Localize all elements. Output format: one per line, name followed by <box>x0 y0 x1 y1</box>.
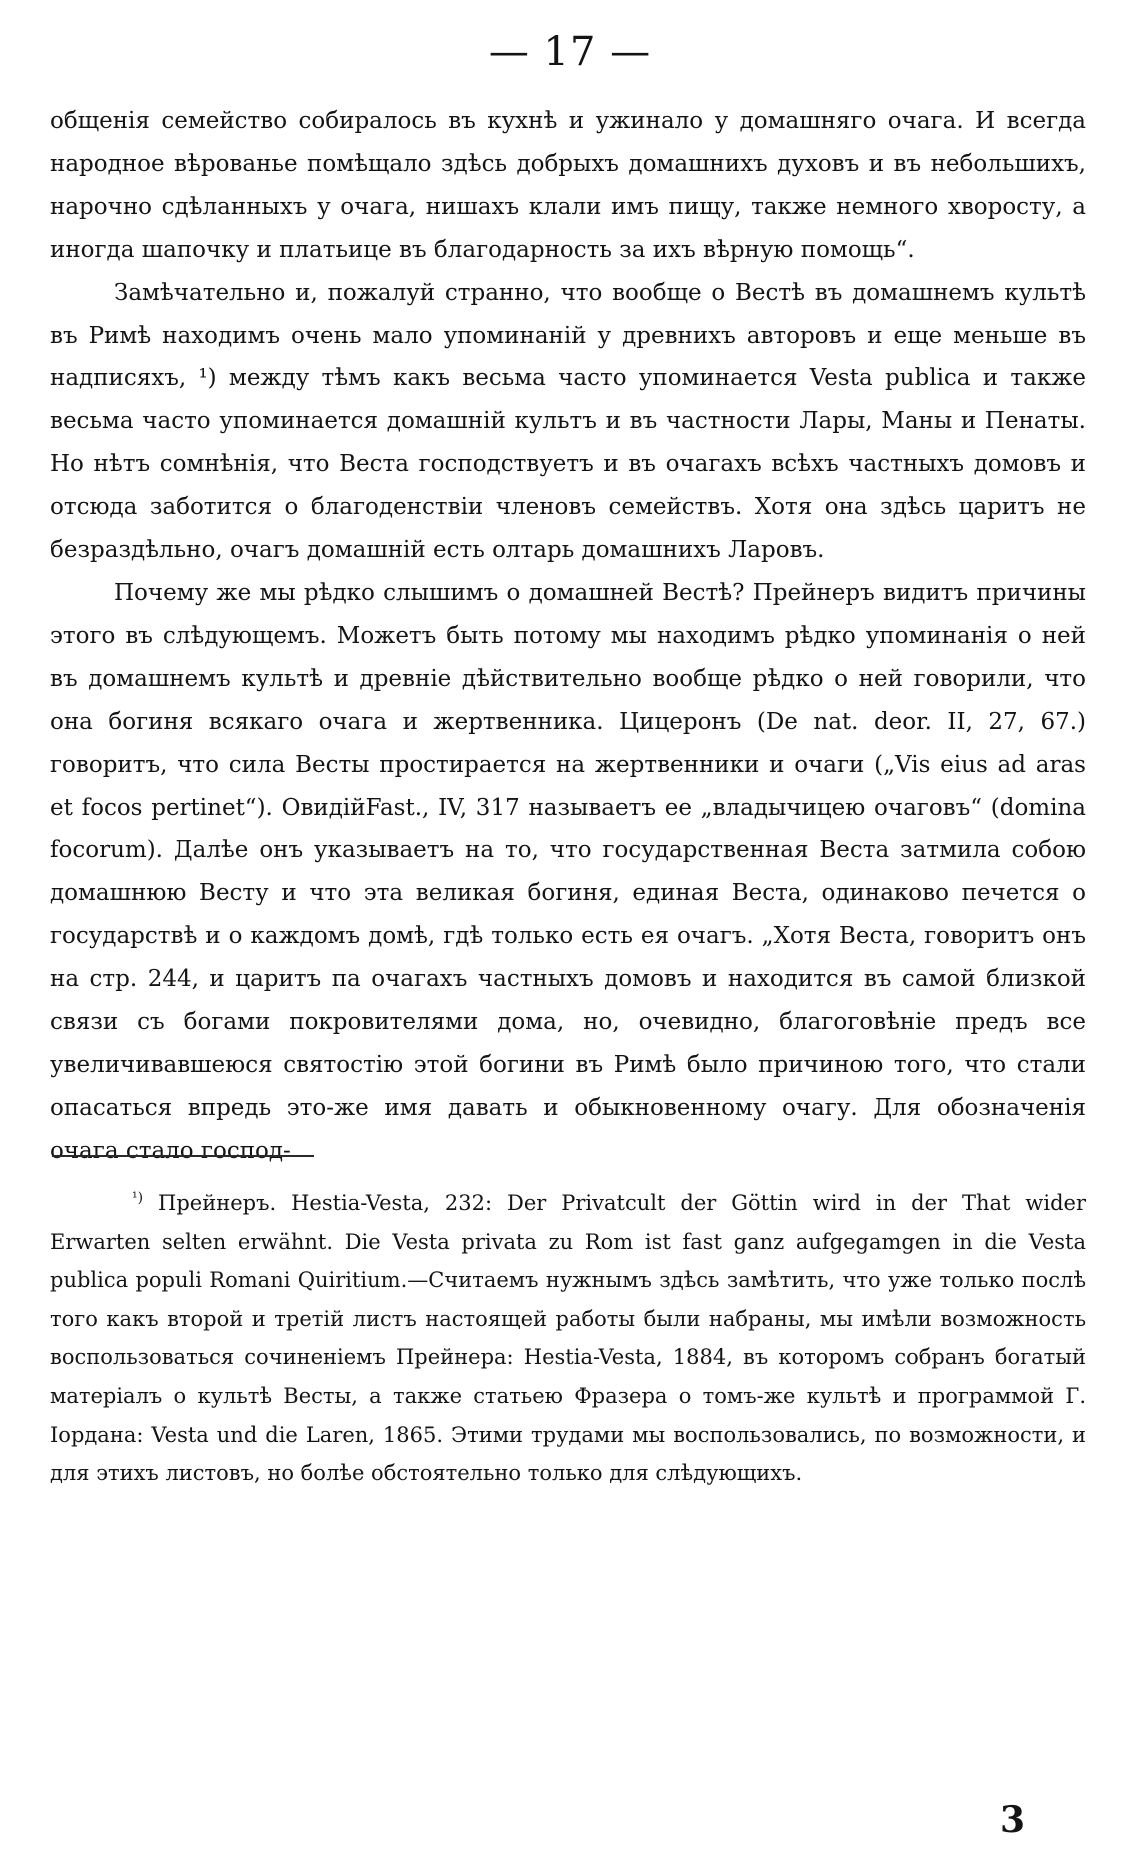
paragraph-preiner-reasons: Почему же мы рѣдко слышимъ о домашней Вестѣ? Прейнеръ видитъ причины этого въ слѣдующемъ. Можетъ быть потому мы находимъ рѣдко упоминанія о ней въ домашнемъ культѣ и древніе дѣйствительно вообще рѣдко о ней говорили, что она богиня всякаго очага и жертвенника. Цицеронъ (De nat. deor. II, 27, 67.) говоритъ, что сила Весты простирается на жертвенники и очаги („Vis eius ad aras et focos pertinet“). ОвидійFast., IV, 317 называетъ ее „владычицею очаговъ“ (domina focorum). Далѣе онъ указываетъ на то, что государственная Веста затмила собою домашнюю Весту и что эта великая богиня, единая Веста, одинаково печется о государствѣ и о каждомъ домѣ, гдѣ только есть ея очагъ. „Хотя Веста, говоритъ онъ на стр. 244, и царитъ па очагахъ частныхъ домовъ и находится въ самой близкой связи съ богами покровителями дома, но, очевидно, благоговѣніе предъ все увеличивавшеюся святостію этой богини въ Римѣ было причиною того, что стали опасаться впредь это-же имя давать и обыкновенному очагу. Для обозначенія очага стало господ- <box>50 579 1086 1164</box>
paragraph-continuation: общенія семейство собиралось въ кухнѣ и ужинало у домашняго очага. И всегда народное вѣрованье помѣщало здѣсь добрыхъ домашнихъ духовъ и въ небольшихъ, нарочно сдѣланныхъ у очага, нишахъ клали имъ пищу, также немного хворосту, а иногда шапочку и платьице въ благодарность за ихъ вѣрную помощь“. <box>50 108 1086 263</box>
signature-mark: 3 <box>1000 1799 1026 1841</box>
main-text <box>50 100 1086 1173</box>
footnote <box>50 1184 1086 1493</box>
footnote-text: Прейнеръ. Hestia-Vesta, 232: Der Privatcult der Göttin wird in der That wider Erwarten selten erwähnt. Die Vesta privata zu Rom ist fast ganz aufgegamgen in die Vesta publica populi Romani Quiritium.—Считаемъ нужнымъ здѣсь замѣтить, что уже только послѣ того какъ второй и третій листъ настоящей работы были набраны, мы имѣли возможность воспользоваться сочиненіемъ Прейнера: Hestia-Vesta, 1884, въ которомъ собранъ богатый матеріалъ о культѣ Весты, а также статьею Фразера о томъ-же культѣ и программой Г. Іордана: Vesta und die Laren, 1865. Этими трудами мы воспользовались, по возможности, и для этихъ листовъ, но болѣе обстоятельно только для слѣдующихъ. <box>50 1191 1086 1486</box>
footnote-marker: ¹) <box>132 1190 144 1206</box>
footnote-divider <box>52 1155 314 1157</box>
page-number: — 17 — <box>488 29 652 75</box>
paragraph-vesta-domestic-cult: Замѣчательно и, пожалуй странно, что вообще о Вестѣ въ домашнемъ культѣ въ Римѣ находимъ очень мало упоминаній у древнихъ авторовъ и еще меньше въ надписяхъ, ¹) между тѣмъ какъ весьма часто упоминается Vesta publica и также весьма часто упоминается домашній культъ и въ частности Лары, Маны и Пенаты. Но нѣтъ сомнѣнія, что Веста господствуетъ и въ очагахъ всѣхъ частныхъ домовъ и отсюда заботится о благоденствіи членовъ семействъ. Хотя она здѣсь царитъ не безраздѣльно, очагъ домашній есть олтарь домашнихъ Ларовъ. <box>50 279 1086 564</box>
